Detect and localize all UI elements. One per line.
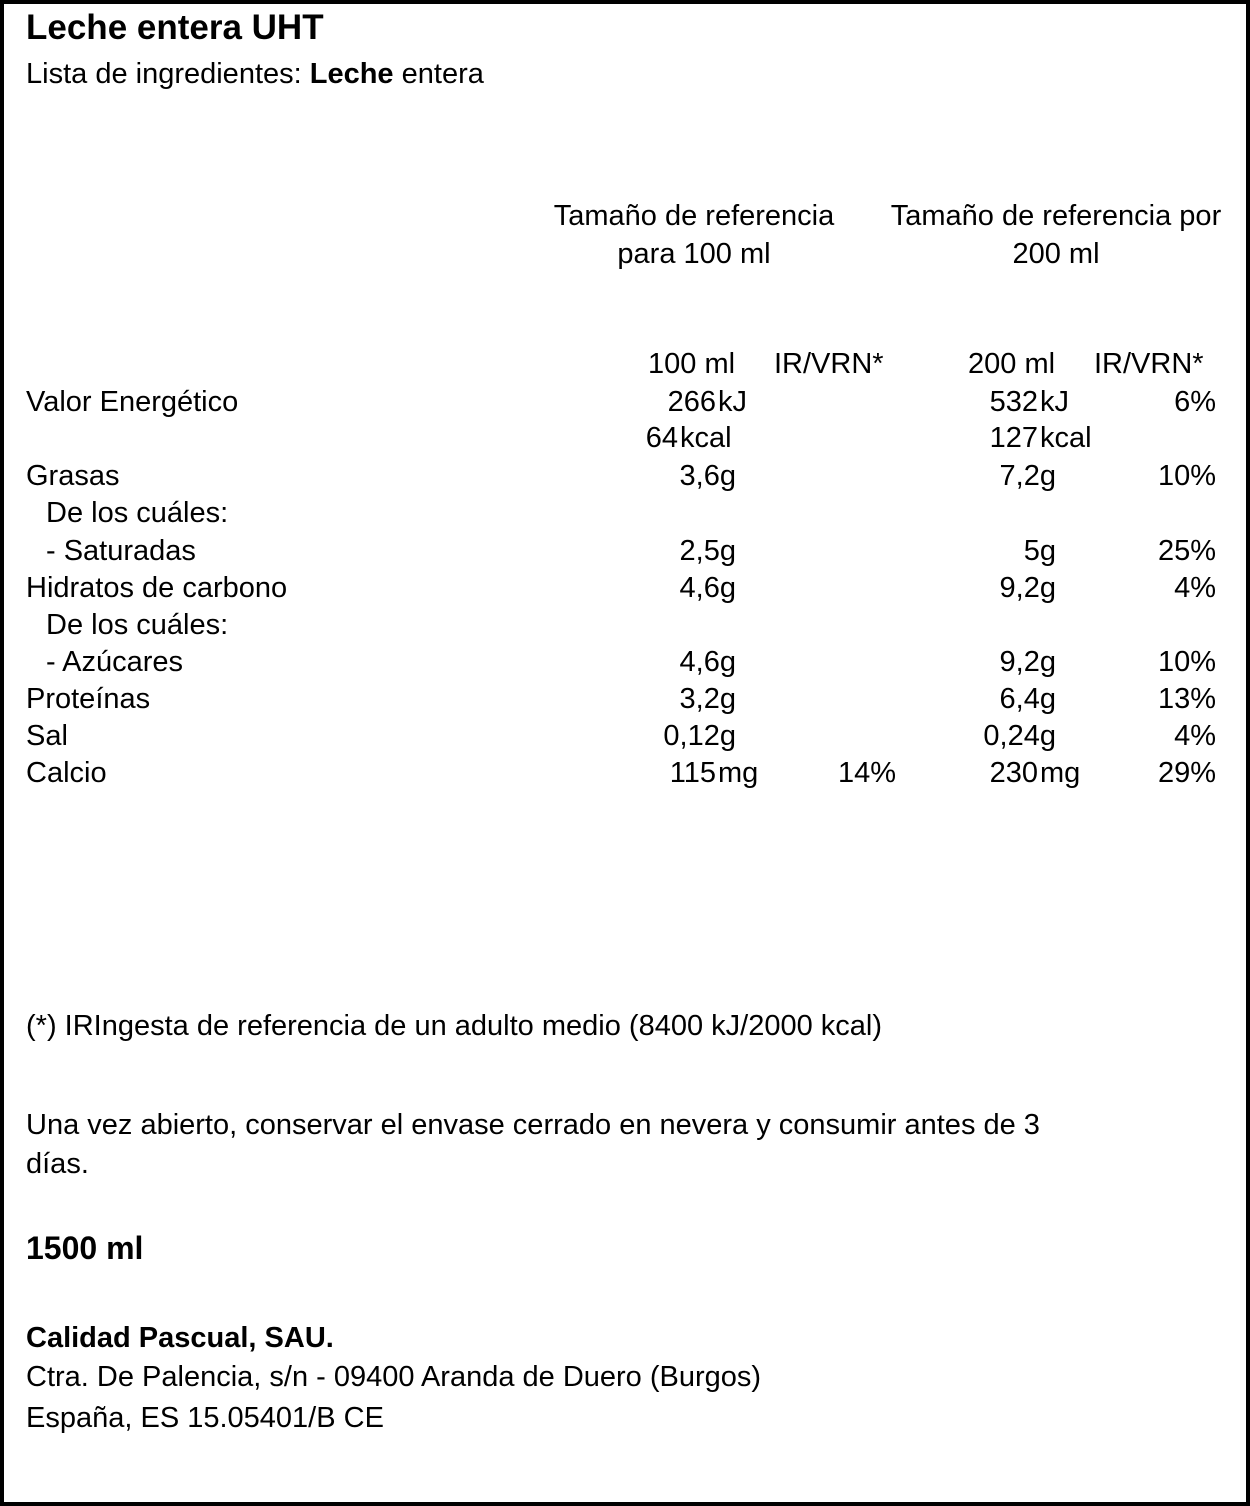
saturated-200-ir: 25%	[1157, 535, 1216, 567]
sugars-200-value: 9,2g	[999, 646, 1056, 678]
row-fat-label: Grasas	[26, 460, 120, 492]
row-energy-label: Valor Energético	[26, 386, 239, 418]
ingredients-main: Leche	[309, 58, 394, 90]
carbs-200-ir: 4%	[1174, 572, 1216, 604]
row-saturated-label: - Saturadas	[46, 535, 196, 567]
energy-100-kcal-value: 64	[645, 422, 678, 454]
ingredients-suffix: entera	[393, 58, 484, 90]
energy-200-kj-unit: kJ	[1040, 386, 1069, 418]
col-ir-100: IR/VRN*	[774, 348, 884, 380]
net-volume: 1500 ml	[26, 1230, 144, 1266]
col-ir-200: IR/VRN*	[1094, 348, 1204, 380]
row-protein-label: Proteínas	[26, 683, 151, 715]
carbs-200-value: 9,2g	[999, 572, 1056, 604]
protein-100-value: 3,2g	[679, 683, 736, 715]
row-calcium-label: Calcio	[26, 757, 107, 789]
product-title: Leche entera UHT	[26, 8, 324, 47]
fat-100-value: 3,6g	[679, 460, 736, 492]
ingredients-prefix: Lista de ingredientes:	[26, 58, 310, 90]
footnote: (*) IRIngesta de referencia de un adulto medio (8400 kJ/2000 kcal)	[26, 1010, 882, 1042]
calcium-100-value: 115	[669, 757, 716, 789]
sugars-200-ir: 10%	[1157, 646, 1216, 678]
energy-200-kcal-unit: kcal	[1040, 422, 1092, 454]
storage-line1: Una vez abierto, conservar el envase cerrado en nevera y consumir antes de 3	[26, 1109, 1040, 1141]
calcium-100-unit: mg	[718, 757, 759, 789]
protein-200-value: 6,4g	[999, 683, 1056, 715]
salt-100-value: 0,12g	[663, 720, 736, 752]
fat-200-value: 7,2g	[999, 460, 1056, 492]
ref100-header-line1: Tamaño de referencia	[553, 200, 835, 232]
col-100ml: 100 ml	[648, 348, 736, 380]
row-carbs-label: Hidratos de carbono	[26, 572, 288, 604]
calcium-200-value: 230	[989, 757, 1038, 789]
sugars-100-value: 4,6g	[679, 646, 736, 678]
row-fat-sub-label: De los cuáles:	[46, 497, 229, 529]
energy-200-kj-value: 532	[989, 386, 1038, 418]
protein-200-ir: 13%	[1157, 683, 1216, 715]
calcium-100-ir: 14%	[837, 757, 896, 789]
calcium-200-unit: mg	[1040, 757, 1081, 789]
row-salt-label: Sal	[26, 720, 68, 752]
energy-100-kcal-unit: kcal	[680, 422, 732, 454]
ingredients-line	[26, 60, 484, 89]
saturated-100-value: 2,5g	[679, 535, 736, 567]
salt-200-ir: 4%	[1174, 720, 1216, 752]
energy-200-ir: 6%	[1174, 386, 1216, 418]
ref100-header-line2: para 100 ml	[617, 238, 771, 270]
fat-200-ir: 10%	[1157, 460, 1216, 492]
salt-200-value: 0,24g	[983, 720, 1056, 752]
carbs-100-value: 4,6g	[679, 572, 736, 604]
energy-200-kcal-value: 127	[989, 422, 1038, 454]
row-sugars-label: - Azúcares	[46, 646, 183, 678]
energy-100-kj-unit: kJ	[718, 386, 747, 418]
storage-line2: días.	[26, 1148, 89, 1180]
saturated-200-value: 5g	[1023, 535, 1056, 567]
calcium-200-ir: 29%	[1157, 757, 1216, 789]
ref200-header-line2: 200 ml	[1012, 238, 1100, 270]
company-country-registry: España, ES 15.05401/B CE	[26, 1402, 384, 1434]
energy-100-kj-value: 266	[667, 386, 716, 418]
company-name: Calidad Pascual, SAU.	[26, 1322, 334, 1354]
col-200ml: 200 ml	[968, 348, 1056, 380]
ref200-header-line1: Tamaño de referencia por	[890, 200, 1222, 232]
company-address: Ctra. De Palencia, s/n - 09400 Aranda de Duero (Burgos)	[26, 1361, 762, 1393]
row-carbs-sub-label: De los cuáles:	[46, 609, 229, 641]
